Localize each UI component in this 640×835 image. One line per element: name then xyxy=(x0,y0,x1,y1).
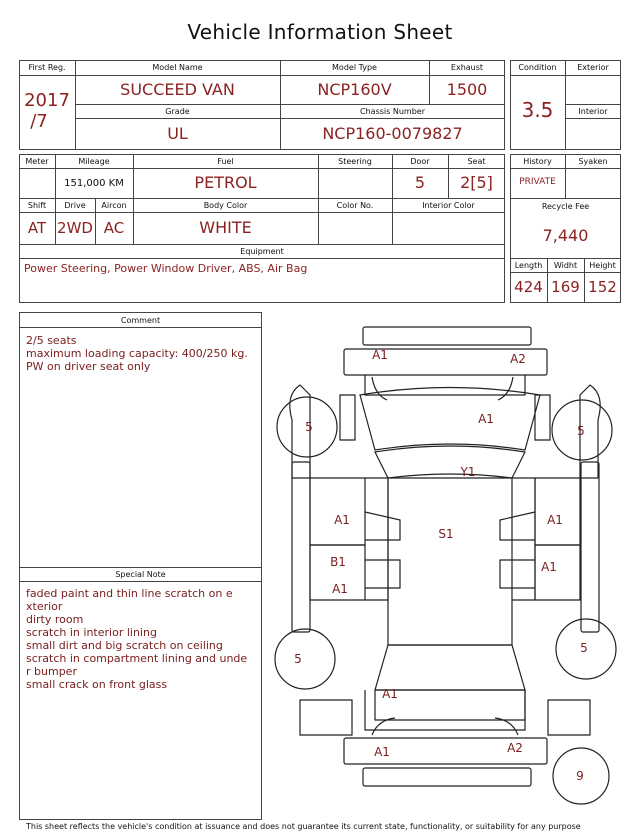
damage-mark: 5 xyxy=(294,652,302,666)
history-value: PRIVATE xyxy=(519,177,556,187)
door-value: 5 xyxy=(414,173,426,192)
condition-label: Condition xyxy=(518,63,557,72)
special-note-text: faded paint and thin line scratch on e xterior dirty room scratch in interior lining small dirt and big scratch on ceiling scratch in compartment lining and unde r bumper small crack on front glass xyxy=(26,587,248,691)
damage-mark: 5 xyxy=(577,424,585,438)
length-label: Length xyxy=(514,261,543,270)
fuel-value: PETROL xyxy=(194,173,257,192)
damage-mark: A1 xyxy=(478,412,494,426)
exhaust-value: 1500 xyxy=(446,80,488,99)
damage-mark: A2 xyxy=(507,741,523,755)
drive-label: Drive xyxy=(64,201,86,210)
damage-mark: A1 xyxy=(374,745,390,759)
seat-value: 2[5] xyxy=(460,173,493,192)
history-label: History xyxy=(523,157,552,166)
length-value: 424 xyxy=(514,278,543,296)
door-label: Door xyxy=(410,157,430,166)
equipment-label: Equipment xyxy=(240,247,284,256)
first-reg-month: /7 xyxy=(30,111,48,132)
equipment-value: Power Steering, Power Window Driver, ABS, Air Bag xyxy=(24,262,308,275)
damage-mark: A1 xyxy=(547,513,563,527)
exhaust-label: Exhaust xyxy=(450,63,484,72)
aircon-label: Aircon xyxy=(101,201,127,210)
first-reg-label: First Reg. xyxy=(28,63,66,72)
recycle-fee-label: Recycle Fee xyxy=(541,202,590,211)
condition-grade: 3.5 xyxy=(521,98,554,122)
model-type-value: NCP160V xyxy=(317,80,392,99)
comment-text: 2/5 seats maximum loading capacity: 400/250 kg. PW on driver seat only xyxy=(26,334,248,373)
grade-value: UL xyxy=(167,124,188,143)
damage-mark: A1 xyxy=(334,513,350,527)
damage-mark: 5 xyxy=(580,641,588,655)
damage-mark: A2 xyxy=(510,352,526,366)
model-name-value: SUCCEED VAN xyxy=(120,80,235,99)
damage-mark: A1 xyxy=(332,582,348,596)
damage-mark: B1 xyxy=(330,555,346,569)
model-name-label: Model Name xyxy=(152,63,203,72)
car-damage-diagram xyxy=(270,320,630,820)
interior-color-label: Interior Color xyxy=(422,201,475,210)
exterior-label: Exterior xyxy=(577,63,609,72)
first-reg-year: 2017 xyxy=(24,90,70,111)
page-title: Vehicle Information Sheet xyxy=(187,20,453,44)
damage-mark: A1 xyxy=(541,560,557,574)
mileage-label: Mileage xyxy=(78,157,110,166)
body-color-label: Body Color xyxy=(203,201,248,210)
interior-label: Interior xyxy=(578,107,608,116)
width-label: Widht xyxy=(553,261,578,270)
special-note-label: Special Note xyxy=(115,570,166,579)
aircon-value: AC xyxy=(103,219,125,237)
comment-label: Comment xyxy=(120,316,161,325)
chassis-value: NCP160-0079827 xyxy=(322,124,463,143)
shift-value: AT xyxy=(27,219,47,237)
shift-label: Shift xyxy=(27,201,47,210)
syaken-label: Syaken xyxy=(578,157,608,166)
damage-mark: A1 xyxy=(372,348,388,362)
seat-label: Seat xyxy=(467,157,486,166)
body-color-value: WHITE xyxy=(199,218,252,237)
chassis-label: Chassis Number xyxy=(360,107,425,116)
damage-mark: 5 xyxy=(305,420,313,434)
height-value: 152 xyxy=(588,278,617,296)
fuel-label: Fuel xyxy=(217,157,234,166)
grade-label: Grade xyxy=(165,107,190,116)
damage-mark: A1 xyxy=(382,687,398,701)
color-no-label: Color No. xyxy=(336,201,374,210)
width-value: 169 xyxy=(551,278,580,296)
comment-box xyxy=(19,312,262,820)
height-label: Height xyxy=(589,261,616,270)
meter-label: Meter xyxy=(25,157,49,166)
model-type-label: Model Type xyxy=(332,63,377,72)
drive-value: 2WD xyxy=(57,219,93,237)
mileage-value: 151,000 KM xyxy=(64,178,124,189)
footer-disclaimer: This sheet reflects the vehicle's condition at issuance and does not guarantee its current state, functionality, or suitability for any purpose xyxy=(26,822,581,831)
steering-label: Steering xyxy=(338,157,372,166)
damage-mark: Y1 xyxy=(460,465,476,479)
damage-mark: S1 xyxy=(438,527,454,541)
recycle-fee-value: 7,440 xyxy=(542,226,589,245)
damage-mark: 9 xyxy=(576,769,584,783)
